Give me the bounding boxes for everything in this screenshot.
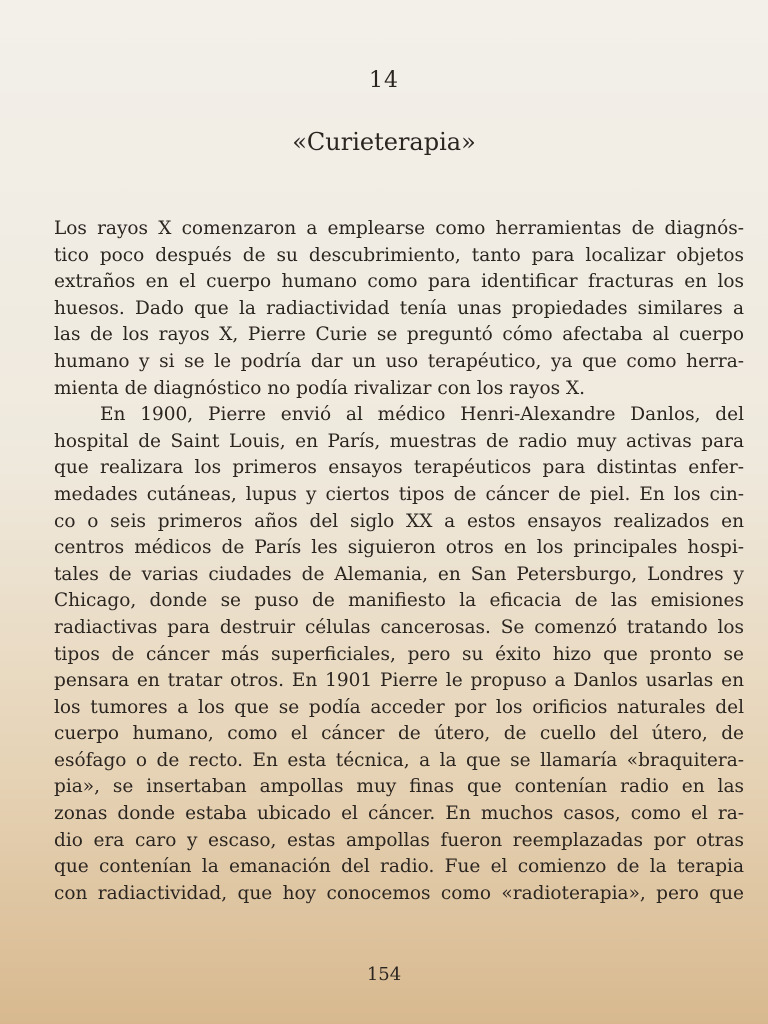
text-line: huesos. Dado que la radiactividad tenía unas propiedades similares a [54, 297, 744, 319]
text-line: tipos de cáncer más superficiales, pero su éxito hizo que pronto se [54, 643, 744, 665]
text-line: mienta de diagnóstico no podía rivalizar con los rayos X. [54, 377, 586, 399]
chapter-number: 14 [369, 68, 399, 93]
text-line: dio era caro y escaso, estas ampollas fueron reemplazadas por otras [54, 829, 744, 851]
text-line: pia», se insertaban ampollas muy finas que contenían radio en las [54, 776, 744, 798]
text-line: tico poco después de su descubrimiento, tanto para localizar objetos [54, 244, 744, 266]
text-line: que contenían la emanación del radio. Fue el comienzo de la terapia [54, 856, 744, 878]
text-line: tales de varias ciudades de Alemania, en San Petersburgo, Londres y [54, 563, 744, 585]
text-line: medades cutáneas, lupus y ciertos tipos de cáncer de piel. En los cin- [54, 483, 744, 505]
text-line: los tumores a los que se podía acceder por los orificios naturales del [54, 696, 744, 718]
text-line: hospital de Saint Louis, en París, muestras de radio muy activas para [54, 430, 744, 452]
text-line: extraños en el cuerpo humano como para identificar fracturas en los [54, 271, 744, 293]
text-line: humano y si se le podría dar un uso terapéutico, ya que como herra- [54, 350, 744, 372]
page-number: 154 [366, 964, 402, 985]
body-text [54, 216, 744, 907]
text-line: esófago o de recto. En esta técnica, a la que se llamaría «braquitera- [54, 749, 744, 771]
text-line: Los rayos X comenzaron a emplearse como herramientas de diagnós- [54, 218, 744, 239]
text-line: centros médicos de París les siguieron otros en los principales hospi- [54, 537, 744, 559]
text-line: zonas donde estaba ubicado el cáncer. En muchos casos, como el ra- [54, 803, 744, 825]
text-line: radiactivas para destruir células cancerosas. Se comenzó tratando los [54, 616, 744, 638]
text-line: que realizara los primeros ensayos terapéuticos para distintas enfer- [54, 457, 744, 479]
text-line: pensara en tratar otros. En 1901 Pierre le propuso a Danlos usarlas en [54, 670, 744, 692]
text-line: co o seis primeros años del siglo XX a estos ensayos realizados en [54, 510, 744, 532]
text-line: cuerpo humano, como el cáncer de útero, de cuello del útero, de [54, 723, 744, 745]
text-line: Chicago, donde se puso de manifiesto la eficacia de las emisiones [54, 590, 744, 612]
text-line: con radiactividad, que hoy conocemos como «radioterapia», pero que [54, 882, 744, 904]
text-line: las de los rayos X, Pierre Curie se preguntó cómo afectaba al cuerpo [54, 324, 744, 346]
chapter-title: «Curieterapia» [292, 128, 476, 156]
text-line: En 1900, Pierre envió al médico Henri-Alexandre Danlos, del [100, 404, 744, 426]
